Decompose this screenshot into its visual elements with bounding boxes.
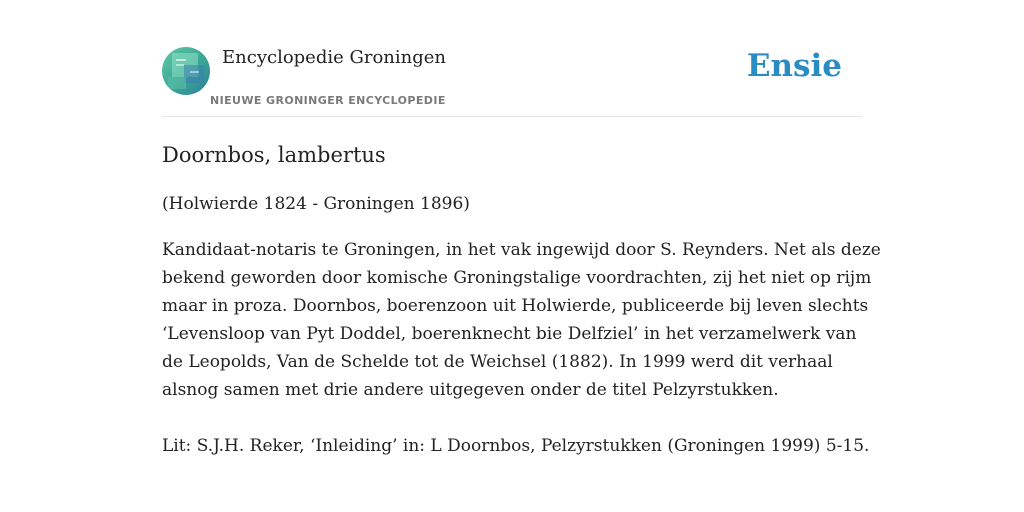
- article-body-line: de Leopolds, Van de Schelde tot de Weichsel (1882). In 1999 werd dit verhaal: [162, 352, 833, 372]
- article-title: Doornbos, lambertus: [162, 143, 386, 167]
- site-subtitle: NIEUWE GRONINGER ENCYCLOPEDIE: [210, 94, 446, 107]
- brand-logo[interactable]: Ensie: [746, 48, 842, 84]
- site-name[interactable]: Encyclopedie Groningen: [222, 47, 447, 68]
- article-body: [162, 236, 881, 404]
- article: [162, 140, 881, 460]
- article-body-line: bekend geworden door komische Groningstalige voordrachten, zij het niet op rijm: [162, 268, 872, 288]
- article-body-line: ‘Levensloop van Pyt Doddel, boerenknecht bie Delfziel’ in het verzamelwerk van: [162, 324, 857, 344]
- site-header: [162, 40, 862, 117]
- article-body-line: Kandidaat-notaris te Groningen, in het vak ingewijd door S. Reynders. Net als deze: [162, 240, 881, 260]
- article-body-line: alsnog samen met drie andere uitgegeven onder de titel Pelzyrstukken.: [162, 380, 779, 400]
- encyclopedia-logo-icon: [162, 47, 210, 95]
- article-lifespan: (Holwierde 1824 - Groningen 1896): [162, 194, 470, 214]
- article-literature: Lit: S.J.H. Reker, ‘Inleiding’ in: L Doornbos, Pelzyrstukken (Groningen 1999) 5-15.: [162, 436, 870, 456]
- article-body-line: maar in proza. Doornbos, boerenzoon uit Holwierde, publiceerde bij leven slechts: [162, 296, 869, 316]
- site-logo[interactable]: [162, 47, 210, 95]
